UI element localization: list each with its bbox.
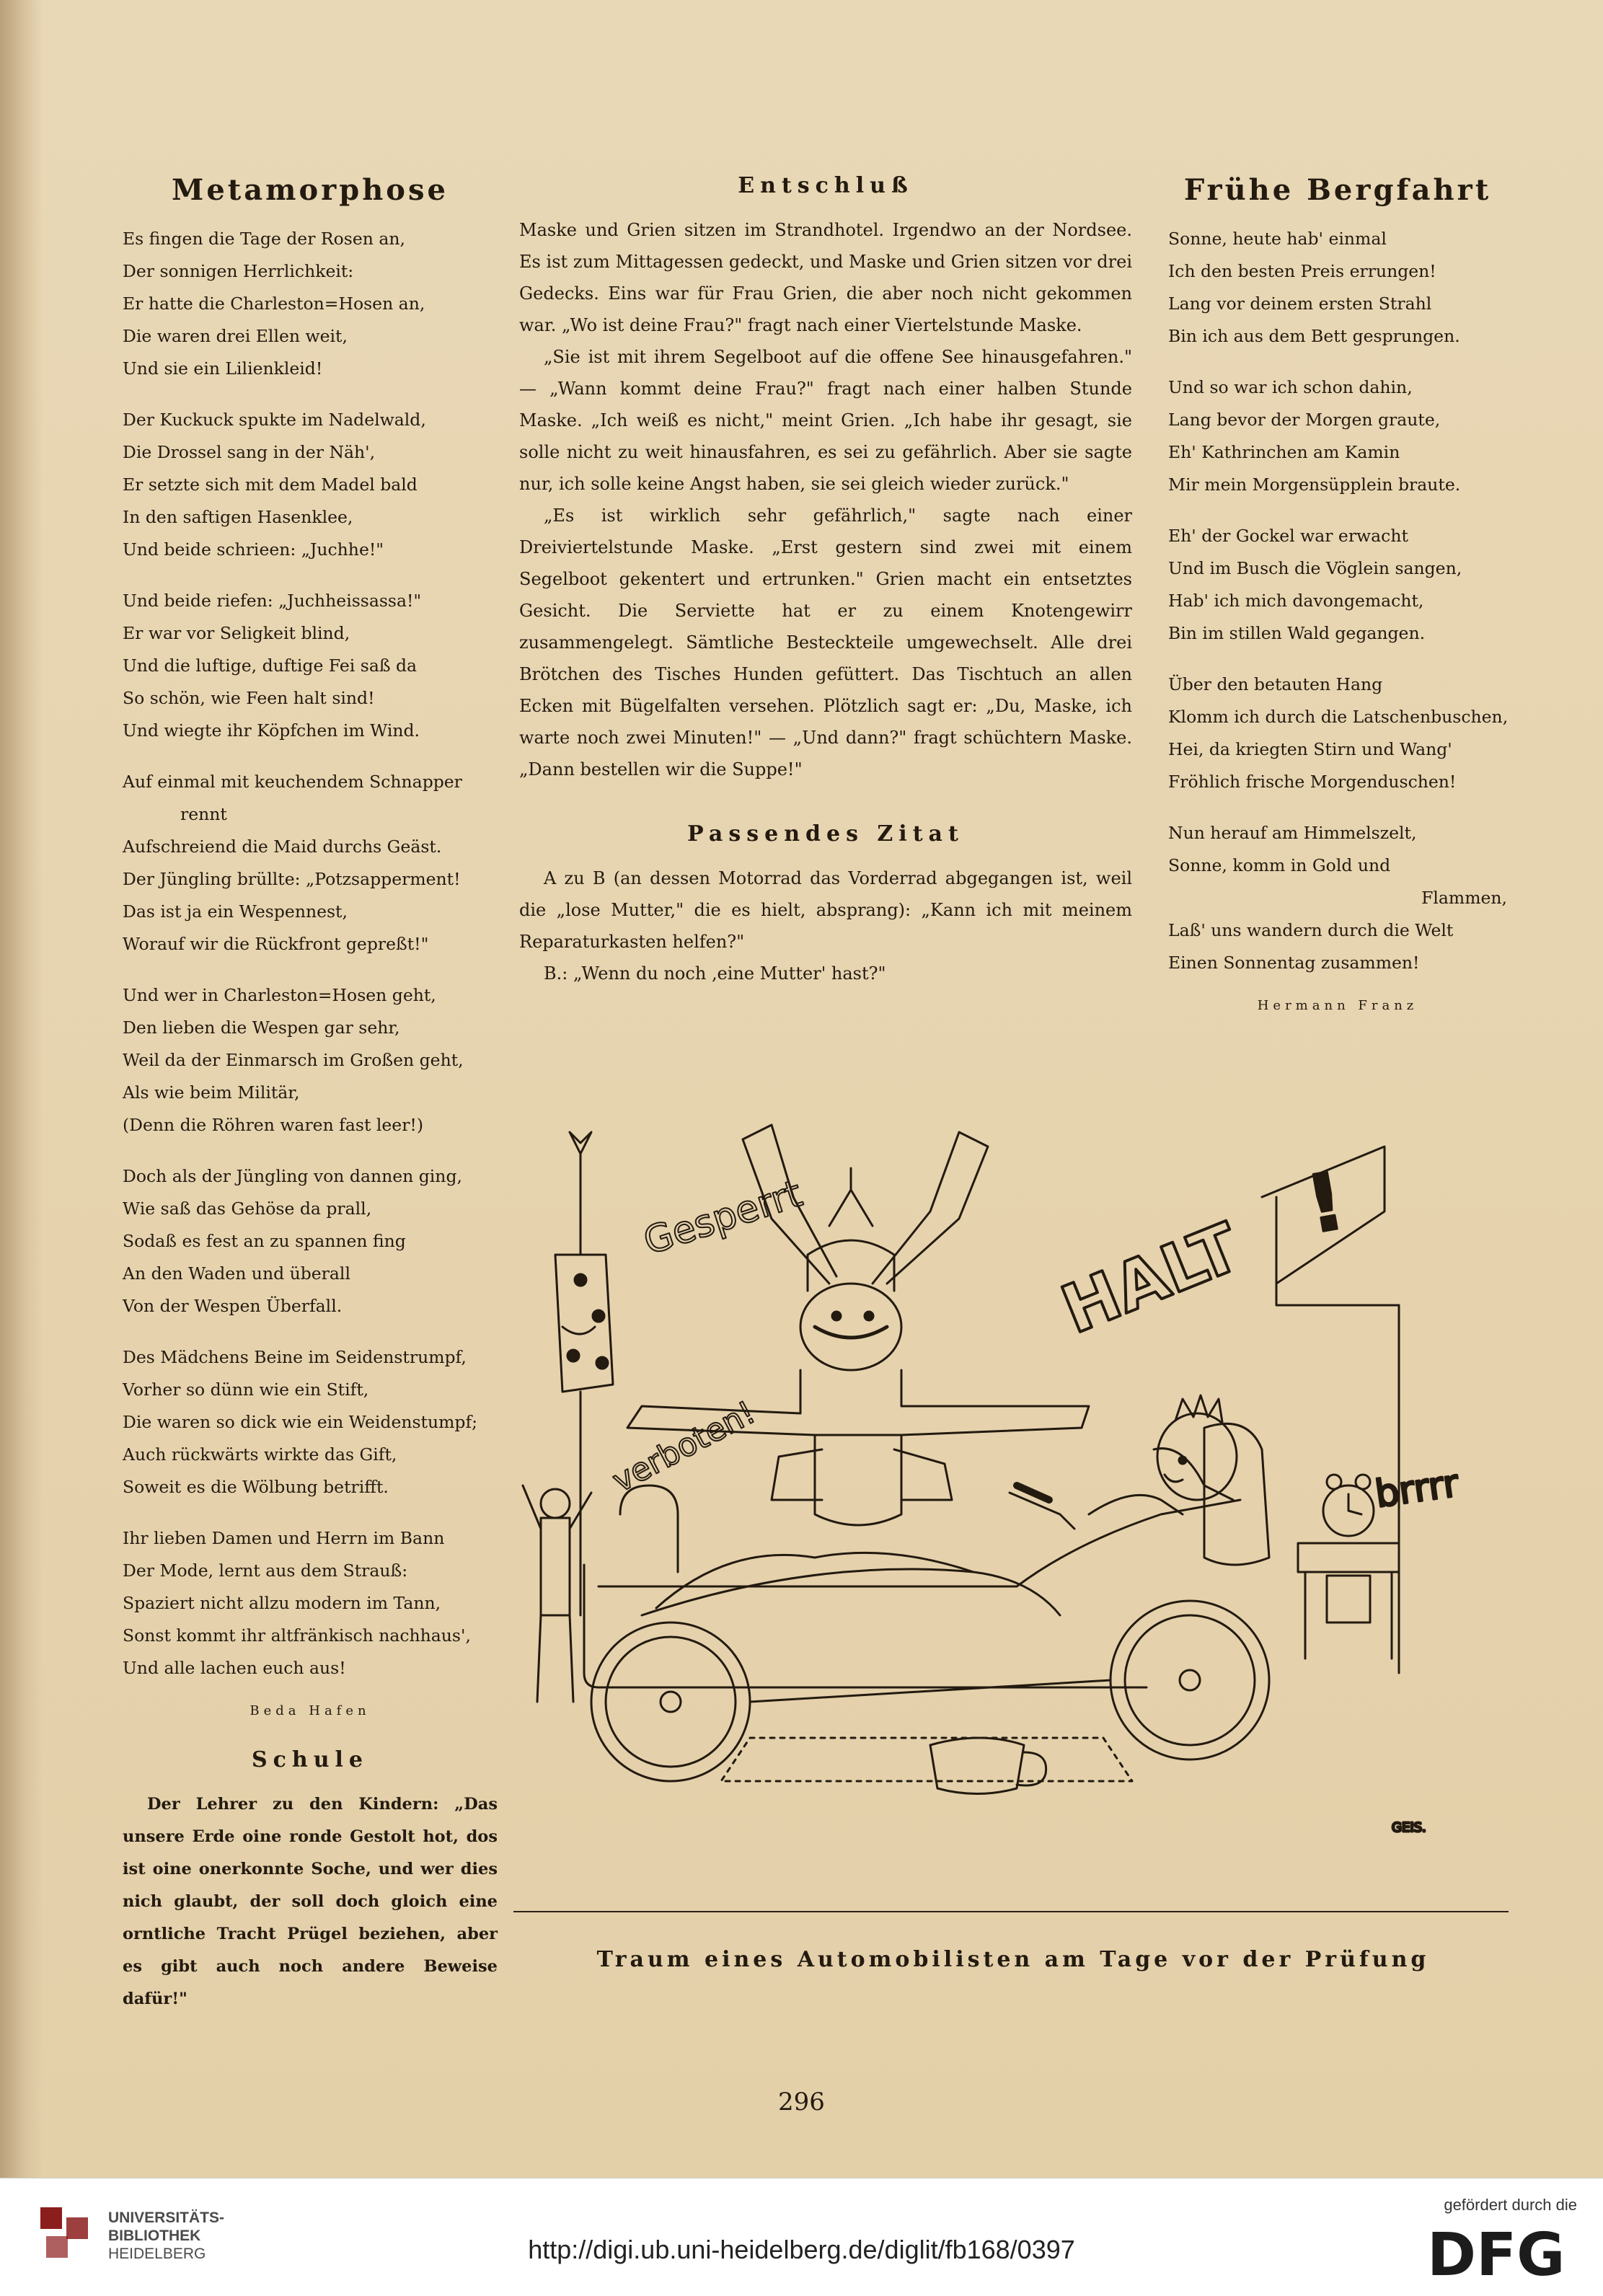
metamorphose-line: Und beide riefen: „Juchheissassa!" bbox=[123, 591, 422, 611]
artist-signature: GEIS. bbox=[1392, 1820, 1426, 1835]
metamorphose-line: Und sie ein Lilienkleid! bbox=[123, 358, 323, 379]
metamorphose-stanza bbox=[123, 223, 498, 385]
bergfahrt-line: Flammen, bbox=[1421, 888, 1507, 908]
page-number: 296 bbox=[778, 2088, 825, 2116]
bergfahrt-line: Laß' uns wandern durch die Welt bbox=[1168, 920, 1454, 940]
metamorphose-stanza bbox=[123, 585, 498, 747]
bergfahrt-poem bbox=[1168, 223, 1507, 979]
metamorphose-stanza bbox=[123, 1522, 498, 1685]
library-line-3: HEIDELBERG bbox=[108, 2246, 206, 2262]
bergfahrt-line: Über den betauten Hang bbox=[1168, 674, 1383, 694]
metamorphose-line: Doch als der Jüngling von dannen ging, bbox=[123, 1166, 462, 1186]
metamorphose-line: Vorher so dünn wie ein Stift, bbox=[123, 1379, 369, 1400]
metamorphose-line: Aufschreiend die Maid durchs Geäst. bbox=[123, 836, 442, 857]
left-column bbox=[123, 173, 498, 2015]
bergfahrt-line: Hab' ich mich davongemacht, bbox=[1168, 591, 1424, 611]
metamorphose-line: Auch rückwärts wirkte das Gift, bbox=[123, 1444, 397, 1465]
bergfahrt-line: Lang vor deinem ersten Strahl bbox=[1168, 293, 1432, 314]
zitat-text bbox=[519, 862, 1132, 989]
metamorphose-line: Auf einmal mit keuchendem Schnapper bbox=[123, 772, 462, 792]
verboten-text: verboten! bbox=[606, 1394, 761, 1500]
entschluss-paragraph: „Es ist wirklich sehr gefährlich," sagte nach einer Dreiviertelstunde Maske. „Erst gestern sind zwei mit einem Segelboot gekentert und ertrunken." Grien macht ein entsetztes Gesicht. Die Serviette hat er zu einem Knotengewirr zusammengelegt. Sämtliche Besteckteile umgewechselt. Alle drei Brötchen des Tisches Hunden gefüttert. Das Tischtuch an allen Ecken mit Bügelfalten versehen. Plötzlich sagt er: „Du, Maske, ich warte noch zwei Minuten!" — „Und dann?" fragt schüchtern Maske. „Dann bestellen wir die Suppe!" bbox=[519, 505, 1132, 780]
sleeper-drawing bbox=[1010, 1395, 1269, 1565]
zitat-paragraph: A zu B (an dessen Motorrad das Vorderrad abgegangen ist, weil die „lose Mutter," die es hielt, absprang): „Kann ich mit meinem Reparaturkasten helfen?" bbox=[519, 868, 1132, 952]
dfg-logo-text: DFG bbox=[1427, 2225, 1566, 2282]
entschluss-paragraph: Maske und Grien sitzen im Strandhotel. Irgendwo an der Nordsee. Es ist zum Mittagessen gedeckt, und Maske und Grien sitzen vor drei Gedecks. Eins war für Frau Grien, die aber noch nicht gekommen war. „Wo ist deine Frau?" fragt nach einer Viertelstunde Maske. bbox=[519, 220, 1132, 335]
library-line-1: UNIVERSITÄTS- bbox=[108, 2209, 225, 2226]
source-url-link[interactable]: http://digi.ub.uni-heidelberg.de/diglit/fb168/0397 bbox=[528, 2235, 1075, 2264]
metamorphose-title: Metamorphose bbox=[172, 173, 449, 207]
metamorphose-line: (Denn die Röhren waren fast leer!) bbox=[123, 1115, 424, 1135]
metamorphose-stanza bbox=[123, 979, 498, 1142]
policeman-drawing bbox=[627, 1125, 1089, 1525]
bergfahrt-stanza bbox=[1168, 223, 1507, 353]
funded-by-label: gefördert durch die bbox=[1444, 2196, 1577, 2214]
metamorphose-stanza bbox=[123, 1160, 498, 1323]
library-line-2: BIBLIOTHEK bbox=[108, 2227, 201, 2244]
caption-rule bbox=[513, 1911, 1509, 1912]
bergfahrt-line: Klomm ich durch die Latschenbuschen, bbox=[1168, 707, 1509, 727]
rug-drawing bbox=[721, 1738, 1132, 1781]
bergfahrt-stanza bbox=[1168, 520, 1507, 650]
metamorphose-line: An den Waden und überall bbox=[123, 1263, 350, 1284]
metamorphose-line: Von der Wespen Überfall. bbox=[123, 1296, 343, 1316]
metamorphose-line: Weil da der Einmarsch im Großen geht, bbox=[123, 1050, 464, 1070]
halt-text: HALT bbox=[1051, 1208, 1251, 1349]
metamorphose-line: Und alle lachen euch aus! bbox=[123, 1658, 346, 1678]
bergfahrt-line: Nun herauf am Himmelszelt, bbox=[1168, 823, 1417, 843]
metamorphose-author: Beda Hafen bbox=[249, 1703, 371, 1718]
metamorphose-line: Die waren so dick wie ein Weidenstumpf; bbox=[123, 1412, 478, 1432]
bergfahrt-stanza bbox=[1168, 668, 1507, 798]
metamorphose-line: Als wie beim Militär, bbox=[123, 1082, 300, 1103]
gesperrt-text: Gesperrt bbox=[638, 1172, 808, 1264]
sign-drawing bbox=[555, 1132, 613, 1615]
metamorphose-line: Des Mädchens Beine im Seidenstrumpf, bbox=[123, 1347, 467, 1367]
halt-exclamation: ! bbox=[1299, 1154, 1351, 1252]
bergfahrt-line: Ich den besten Preis errungen! bbox=[1168, 261, 1436, 281]
cup-drawing bbox=[930, 1738, 1046, 1794]
metamorphose-line: Sonst kommt ihr altfränkisch nachhaus', bbox=[123, 1625, 471, 1646]
metamorphose-line: Der Mode, lernt aus dem Strauß: bbox=[123, 1560, 408, 1581]
metamorphose-line: Und wer in Charleston=Hosen geht, bbox=[123, 985, 436, 1005]
metamorphose-stanza bbox=[123, 1341, 498, 1504]
bergfahrt-line: Sonne, heute hab' einmal bbox=[1168, 229, 1387, 249]
brrr-text: brrrr bbox=[1372, 1462, 1462, 1516]
metamorphose-line: Die waren drei Ellen weit, bbox=[123, 326, 348, 346]
metamorphose-line: Der Kuckuck spukte im Nadelwald, bbox=[123, 410, 426, 430]
bergfahrt-line: Eh' Kathrinchen am Kamin bbox=[1168, 442, 1400, 462]
bergfahrt-title: Frühe Bergfahrt bbox=[1183, 173, 1492, 207]
metamorphose-line: Spaziert nicht allzu modern im Tann, bbox=[123, 1593, 441, 1613]
middle-column bbox=[519, 173, 1132, 989]
metamorphose-line: Es fingen die Tage der Rosen an, bbox=[123, 229, 405, 249]
bergfahrt-line: Bin im stillen Wald gegangen. bbox=[1168, 623, 1426, 643]
metamorphose-line: In den saftigen Hasenklee, bbox=[123, 507, 353, 527]
metamorphose-stanza bbox=[123, 766, 498, 961]
metamorphose-line: Sodaß es fest an zu spannen fing bbox=[123, 1231, 406, 1251]
metamorphose-line: Soweit es die Wölbung betrifft. bbox=[123, 1477, 389, 1497]
zitat-paragraph: B.: „Wenn du noch ‚eine Mutter' hast?" bbox=[544, 963, 886, 984]
bed-drawing bbox=[584, 1449, 1269, 1781]
metamorphose-line: Er hatte die Charleston=Hosen an, bbox=[123, 293, 425, 314]
bergfahrt-line: Einen Sonnentag zusammen! bbox=[1168, 953, 1420, 973]
right-column bbox=[1168, 173, 1507, 1042]
metamorphose-line: Der sonnigen Herrlichkeit: bbox=[123, 261, 354, 281]
metamorphose-line: Und die luftige, duftige Fei saß da bbox=[123, 655, 418, 676]
metamorphose-line: Worauf wir die Rückfront gepreßt!" bbox=[123, 934, 429, 954]
bergfahrt-line: Lang bevor der Morgen graute, bbox=[1168, 410, 1441, 430]
schule-paragraph: Der Lehrer zu den Kindern: „Das unsere Erde oine ronde Gestolt hot, dos ist oine onerkonnte Soche, und wer dies nich glaubt, der soll doch gloich eine orntliche Tracht Prügel beziehen, aber es gibt auch noch andere Beweise dafür!" bbox=[123, 1795, 498, 2008]
metamorphose-line: Er setzte sich mit dem Madel bald bbox=[123, 474, 418, 495]
metamorphose-line: Der Jüngling brüllte: „Potzsapperment! bbox=[123, 869, 461, 889]
bergfahrt-line: Eh' der Gockel war erwacht bbox=[1168, 526, 1408, 546]
metamorphose-line: rennt bbox=[180, 804, 227, 824]
schule-text bbox=[123, 1788, 498, 2015]
metamorphose-stanza bbox=[123, 404, 498, 566]
metamorphose-line: Wie saß das Gehöse da prall, bbox=[123, 1198, 372, 1219]
zitat-title: Passendes Zitat bbox=[687, 821, 964, 847]
entschluss-text bbox=[519, 214, 1132, 785]
metamorphose-line: Und beide schrieen: „Juchhe!" bbox=[123, 539, 384, 560]
bergfahrt-stanza bbox=[1168, 371, 1507, 501]
bergfahrt-line: Mir mein Morgensüpplein braute. bbox=[1168, 474, 1461, 495]
footer-bar bbox=[0, 2178, 1603, 2296]
metamorphose-line: Ihr lieben Damen und Herrn im Bann bbox=[123, 1528, 445, 1548]
metamorphose-poem bbox=[123, 223, 498, 1685]
bergfahrt-stanza bbox=[1168, 817, 1507, 979]
bergfahrt-line: Sonne, komm in Gold und bbox=[1168, 855, 1391, 875]
entschluss-paragraph: „Sie ist mit ihrem Segelboot auf die offene See hinausgefahren." — „Wann kommt deine Frau?" fragt nach einer halben Stunde Maske. „Ich weiß es nicht," meint Grien. „Ich habe ihr gesagt, sie solle nicht zu weit hinausfahren, es sei zu gefährlich. Aber sie sagte nur, ich solle keine Angst haben, sie sei gleich wieder zurück." bbox=[519, 347, 1132, 494]
bergfahrt-line: Hei, da kriegten Stirn und Wang' bbox=[1168, 739, 1452, 759]
metamorphose-line: So schön, wie Feen halt sind! bbox=[123, 688, 375, 708]
dfg-logo bbox=[1427, 2225, 1578, 2282]
entschluss-title: Entschluß bbox=[738, 173, 914, 198]
schule-title: Schule bbox=[251, 1747, 369, 1772]
metamorphose-line: Er war vor Seligkeit blind, bbox=[123, 623, 350, 643]
bergfahrt-author: Hermann Franz bbox=[1257, 998, 1418, 1013]
illustration-caption: Traum eines Automobilisten am Tage vor der Prüfung bbox=[596, 1947, 1430, 1972]
metamorphose-line: Das ist ja ein Wespennest, bbox=[123, 901, 348, 922]
bergfahrt-line: Fröhlich frische Morgenduschen! bbox=[1168, 772, 1457, 792]
metamorphose-line: Die Drossel sang in der Näh', bbox=[123, 442, 376, 462]
cartoon-illustration bbox=[512, 1111, 1514, 1925]
bergfahrt-line: Und so war ich schon dahin, bbox=[1168, 377, 1413, 397]
metamorphose-line: Und wiegte ihr Köpfchen im Wind. bbox=[123, 720, 420, 741]
bergfahrt-line: Bin ich aus dem Bett gesprungen. bbox=[1168, 326, 1460, 346]
metamorphose-line: Den lieben die Wespen gar sehr, bbox=[123, 1017, 400, 1038]
bergfahrt-line: Und im Busch die Vöglein sangen, bbox=[1168, 558, 1462, 578]
